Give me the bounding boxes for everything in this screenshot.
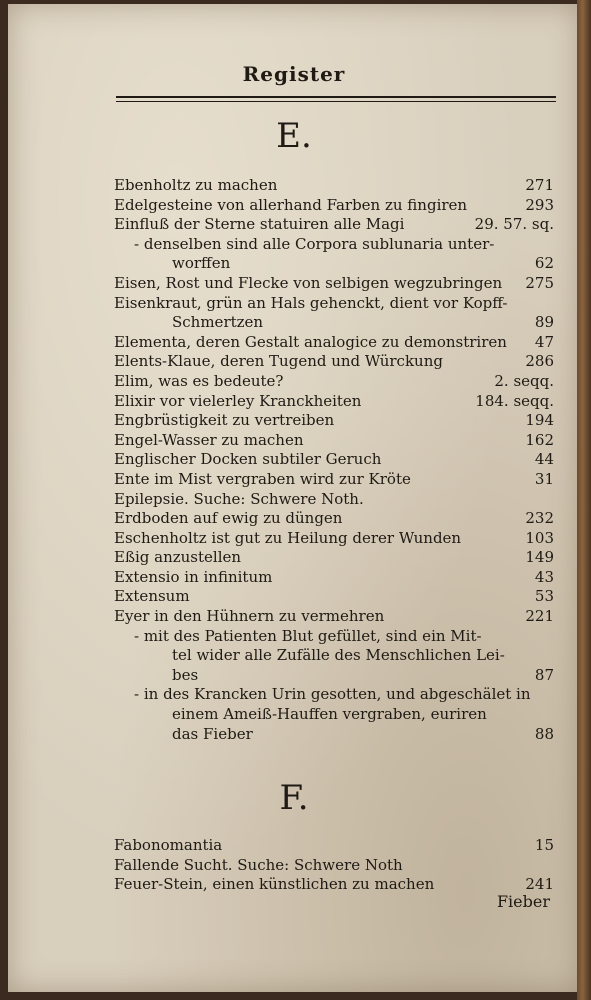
index-list-e (114, 176, 554, 744)
header-rule (116, 96, 556, 102)
index-entry: Schmertzen 89 (172, 313, 554, 332)
index-entry: einem Ameiß-Hauffen vergraben, euriren (172, 705, 487, 724)
index-entry: Einfluß der Sterne statuiren alle Magi 29. 57. sq. (114, 215, 554, 234)
index-entry: Edelgesteine von allerhand Farben zu fingiren 293 (114, 195, 554, 214)
index-entry: Engbrüstigkeit zu vertreiben 194 (114, 411, 554, 430)
index-entry: Eisen, Rost und Flecke von selbigen wegzubringen 275 (114, 273, 554, 292)
book-page (8, 4, 580, 992)
catchword: Fieber (496, 892, 550, 911)
index-entry: - denselben sind alle Corpora sublunaria unter- (134, 234, 495, 253)
index-entry: Eßig anzustellen 149 (114, 548, 554, 567)
index-entry: das Fieber 88 (172, 724, 554, 743)
index-list-f (114, 836, 554, 895)
index-entry: Fallende Sucht. Suche: Schwere Noth (114, 855, 403, 874)
index-entry: worffen 62 (172, 254, 554, 273)
index-entry: Extensio in infinitum 43 (114, 567, 554, 586)
index-entry: Eyer in den Hühnern zu vermehren 221 (114, 607, 554, 626)
index-entry: Eschenholtz ist gut zu Heilung derer Wunden 103 (114, 528, 554, 547)
index-entry: Elixir vor vielerley Kranckheiten 184. seqq. (114, 391, 554, 410)
index-entry: Fabonomantia 15 (114, 836, 554, 854)
index-entry: Feuer-Stein, einen künstlichen zu machen 241 (114, 875, 554, 894)
section-letter-e: E. (276, 116, 312, 156)
index-entry: Elim, was es bedeute? 2. seqq. (114, 371, 554, 390)
index-entry: - in des Krancken Urin gesotten, und abgeschälet in (134, 685, 531, 704)
index-entry: Epilepsie. Suche: Schwere Noth. (114, 489, 364, 508)
index-entry: Englischer Docken subtiler Geruch 44 (114, 450, 554, 469)
index-entry: Erdboden auf ewig zu düngen 232 (114, 509, 554, 528)
index-entry: Elents-Klaue, deren Tugend und Würckung 286 (114, 352, 554, 371)
index-entry: Extensum 53 (114, 587, 554, 606)
index-entry: Engel-Wasser zu machen 162 (114, 430, 554, 449)
index-entry: Elementa, deren Gestalt analogice zu demonstriren 47 (114, 332, 554, 351)
section-letter-f: F. (279, 778, 309, 818)
index-entry: bes 87 (172, 665, 554, 684)
index-entry: - mit des Patienten Blut gefüllet, sind ein Mit- (134, 626, 482, 645)
index-entry: Eisenkraut, grün an Hals gehenckt, dient vor Kopff- (114, 293, 508, 312)
page-header: Register (242, 62, 346, 86)
index-entry: Ebenholtz zu machen 271 (114, 176, 554, 194)
index-entry: tel wider alle Zufälle des Menschlichen Lei- (172, 646, 505, 665)
book-spine (577, 0, 591, 1000)
index-entry: Ente im Mist vergraben wird zur Kröte 31 (114, 469, 554, 488)
